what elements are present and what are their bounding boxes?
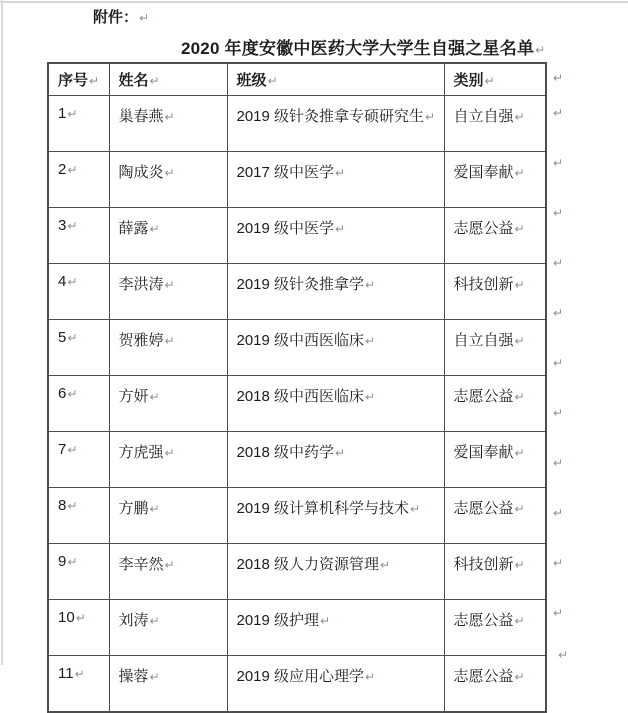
paragraph-mark-icon: ↵ <box>514 446 525 460</box>
header-seq-text: 序号 <box>58 72 89 89</box>
seq-text: 4 <box>58 273 67 290</box>
class-text: 2019 级计算机科学与技术 <box>236 500 410 517</box>
seq-text: 3 <box>58 217 67 234</box>
class-cell <box>227 320 444 376</box>
table-row <box>48 600 546 656</box>
category-cell <box>444 152 546 208</box>
paragraph-mark-icon: ↵ <box>164 166 175 180</box>
name-cell <box>109 208 227 264</box>
paragraph-mark-icon: ↵ <box>335 166 346 180</box>
class-cell <box>227 544 444 600</box>
paragraph-mark-icon: ↵ <box>149 502 160 516</box>
table-body <box>48 96 546 713</box>
paragraph-mark-icon: ↵ <box>164 278 175 292</box>
class-cell <box>227 208 444 264</box>
table-row <box>48 432 546 488</box>
class-text: 2019 级护理 <box>236 612 320 629</box>
table-row <box>48 320 546 376</box>
paragraph-mark-icon: ↵ <box>553 406 564 420</box>
seq-cell <box>48 544 109 600</box>
paragraph-mark-icon: ↵ <box>67 219 78 233</box>
name-cell <box>109 96 227 152</box>
paragraph-mark-icon: ↵ <box>67 387 78 401</box>
paragraph-mark-icon: ↵ <box>365 278 376 292</box>
category-text: 志愿公益 <box>453 500 514 517</box>
category-text: 志愿公益 <box>453 668 514 685</box>
paragraph-mark-icon: ↵ <box>67 275 78 289</box>
paragraph-mark-icon: ↵ <box>164 110 175 124</box>
seq-text: 8 <box>58 497 67 514</box>
paragraph-mark-icon: ↵ <box>484 74 495 88</box>
paragraph-mark-icon: ↵ <box>164 446 175 460</box>
seq-text: 11 <box>58 665 74 682</box>
category-text: 科技创新 <box>453 276 514 293</box>
paragraph-mark-icon: ↵ <box>514 558 525 572</box>
category-cell <box>444 600 546 656</box>
paragraph-mark-icon: ↵ <box>514 614 525 628</box>
paragraph-mark-icon: ↵ <box>149 74 160 88</box>
paragraph-mark-icon: ↵ <box>335 222 346 236</box>
paragraph-mark-icon: ↵ <box>365 390 376 404</box>
seq-cell <box>48 208 109 264</box>
paragraph-mark-icon: ↵ <box>553 156 564 170</box>
table-row <box>48 488 546 544</box>
name-text: 李辛然 <box>118 556 164 573</box>
paragraph-mark-icon: ↵ <box>320 614 331 628</box>
class-text: 2019 级中西医临床 <box>236 332 365 349</box>
category-cell <box>444 96 546 152</box>
paragraph-mark-icon: ↵ <box>410 502 421 516</box>
class-cell <box>227 96 444 152</box>
paragraph-mark-icon: ↵ <box>514 222 525 236</box>
paragraph-mark-icon: ↵ <box>514 110 525 124</box>
category-cell <box>444 488 546 544</box>
name-text: 方鹏 <box>118 500 149 517</box>
paragraph-mark-icon: ↵ <box>558 648 569 662</box>
seq-cell <box>48 264 109 320</box>
class-text: 2018 级中西医临床 <box>236 388 365 405</box>
category-cell <box>444 320 546 376</box>
name-text: 方虎强 <box>118 444 164 461</box>
seq-cell <box>48 152 109 208</box>
seq-cell <box>48 432 109 488</box>
seq-text: 7 <box>58 441 67 458</box>
paragraph-mark-icon: ↵ <box>514 278 525 292</box>
class-cell <box>227 600 444 656</box>
name-text: 方妍 <box>118 388 149 405</box>
header-class-text: 班级 <box>236 72 267 89</box>
header-class <box>227 63 444 96</box>
class-cell <box>227 488 444 544</box>
paragraph-mark-icon: ↵ <box>553 456 564 470</box>
paragraph-mark-icon: ↵ <box>425 110 436 124</box>
paragraph-mark-icon: ↵ <box>553 556 564 570</box>
name-text: 操蓉 <box>118 668 149 685</box>
seq-cell <box>48 376 109 432</box>
header-category <box>444 63 546 96</box>
class-cell <box>227 264 444 320</box>
class-text: 2019 级应用心理学 <box>236 668 365 685</box>
paragraph-mark-icon: ↵ <box>149 222 160 236</box>
seq-text: 5 <box>58 329 67 346</box>
class-text: 2019 级针灸推拿专硕研究生 <box>236 108 425 125</box>
class-cell <box>227 152 444 208</box>
name-cell <box>109 656 227 713</box>
roster-table <box>47 62 547 713</box>
category-text: 志愿公益 <box>453 220 514 237</box>
category-cell <box>444 376 546 432</box>
name-text: 陶成炎 <box>118 164 164 181</box>
header-row <box>48 63 546 96</box>
category-text: 科技创新 <box>453 556 514 573</box>
seq-text: 6 <box>58 385 67 402</box>
paragraph-mark-icon: ↵ <box>67 555 78 569</box>
paragraph-mark-icon: ↵ <box>74 667 85 681</box>
category-cell <box>444 208 546 264</box>
paragraph-mark-icon: ↵ <box>89 74 100 88</box>
paragraph-mark-icon: ↵ <box>67 107 78 121</box>
paragraph-mark-icon: ↵ <box>380 558 391 572</box>
name-text: 巢春燕 <box>118 108 164 125</box>
name-cell <box>109 320 227 376</box>
seq-cell <box>48 656 109 713</box>
category-text: 自立自强 <box>453 332 514 349</box>
paragraph-mark-icon: ↵ <box>149 390 160 404</box>
paragraph-mark-icon: ↵ <box>514 390 525 404</box>
paragraph-mark-icon: ↵ <box>67 163 78 177</box>
class-text: 2018 级人力资源管理 <box>236 556 380 573</box>
table-row <box>48 208 546 264</box>
header-category-text: 类别 <box>453 72 484 89</box>
paragraph-mark-icon: ↵ <box>75 611 86 625</box>
table-row <box>48 96 546 152</box>
class-cell <box>227 656 444 713</box>
paragraph-mark-icon: ↵ <box>164 558 175 572</box>
paragraph-mark-icon: ↵ <box>514 166 525 180</box>
name-text: 薛露 <box>118 220 149 237</box>
page-title-text: 2020 年度安徽中医药大学大学生自强之星名单 <box>181 39 535 58</box>
class-cell <box>227 376 444 432</box>
name-cell <box>109 600 227 656</box>
class-text: 2019 级中医学 <box>236 220 335 237</box>
class-text: 2019 级针灸推拿学 <box>236 276 365 293</box>
name-cell <box>109 432 227 488</box>
name-text: 刘涛 <box>118 612 149 629</box>
name-cell <box>109 376 227 432</box>
seq-cell <box>48 320 109 376</box>
paragraph-mark-icon: ↵ <box>514 502 525 516</box>
name-cell <box>109 152 227 208</box>
paragraph-mark-icon: ↵ <box>149 614 160 628</box>
table-row <box>48 264 546 320</box>
category-cell <box>444 656 546 713</box>
page-edge-left <box>1 0 3 665</box>
seq-cell <box>48 488 109 544</box>
category-cell <box>444 432 546 488</box>
header-name <box>109 63 227 96</box>
paragraph-mark-icon: ↵ <box>514 670 525 684</box>
category-text: 自立自强 <box>453 108 514 125</box>
paragraph-mark-icon: ↵ <box>514 334 525 348</box>
paragraph-mark-icon: ↵ <box>164 334 175 348</box>
paragraph-mark-icon: ↵ <box>553 356 564 370</box>
name-text: 李洪涛 <box>118 276 164 293</box>
paragraph-mark-icon: ↵ <box>535 43 546 57</box>
paragraph-mark-icon: ↵ <box>67 331 78 345</box>
header-seq <box>48 63 109 96</box>
seq-text: 9 <box>58 553 67 570</box>
paragraph-mark-icon: ↵ <box>139 11 150 25</box>
page-edge-top <box>0 1 628 3</box>
seq-text: 2 <box>58 161 67 178</box>
name-cell <box>109 488 227 544</box>
paragraph-mark-icon: ↵ <box>149 670 160 684</box>
paragraph-mark-icon: ↵ <box>365 670 376 684</box>
category-text: 爱国奉献 <box>453 164 514 181</box>
paragraph-mark-icon: ↵ <box>553 506 564 520</box>
seq-text: 1 <box>58 105 67 122</box>
paragraph-mark-icon: ↵ <box>553 71 564 85</box>
header-name-text: 姓名 <box>118 72 149 89</box>
class-cell <box>227 432 444 488</box>
category-text: 志愿公益 <box>453 388 514 405</box>
seq-cell <box>48 96 109 152</box>
class-text: 2017 级中医学 <box>236 164 335 181</box>
name-cell <box>109 264 227 320</box>
paragraph-mark-icon: ↵ <box>553 256 564 270</box>
attachment-label <box>93 6 149 27</box>
paragraph-mark-icon: ↵ <box>67 443 78 457</box>
seq-text: 10 <box>58 609 75 626</box>
category-text: 爱国奉献 <box>453 444 514 461</box>
attachment-text: 附件： <box>93 9 139 26</box>
paragraph-mark-icon: ↵ <box>335 446 346 460</box>
table-row <box>48 656 546 713</box>
class-text: 2018 级中药学 <box>236 444 335 461</box>
paragraph-mark-icon: ↵ <box>67 499 78 513</box>
table-row <box>48 376 546 432</box>
table-row <box>48 544 546 600</box>
table-row <box>48 152 546 208</box>
name-text: 贺雅婷 <box>118 332 164 349</box>
seq-cell <box>48 600 109 656</box>
paragraph-mark-icon: ↵ <box>553 106 564 120</box>
paragraph-mark-icon: ↵ <box>553 606 564 620</box>
category-cell <box>444 544 546 600</box>
category-text: 志愿公益 <box>453 612 514 629</box>
paragraph-mark-icon: ↵ <box>553 306 564 320</box>
name-cell <box>109 544 227 600</box>
page-title <box>181 34 545 59</box>
paragraph-mark-icon: ↵ <box>365 334 376 348</box>
paragraph-mark-icon: ↵ <box>267 74 278 88</box>
paragraph-mark-icon: ↵ <box>553 206 564 220</box>
category-cell <box>444 264 546 320</box>
